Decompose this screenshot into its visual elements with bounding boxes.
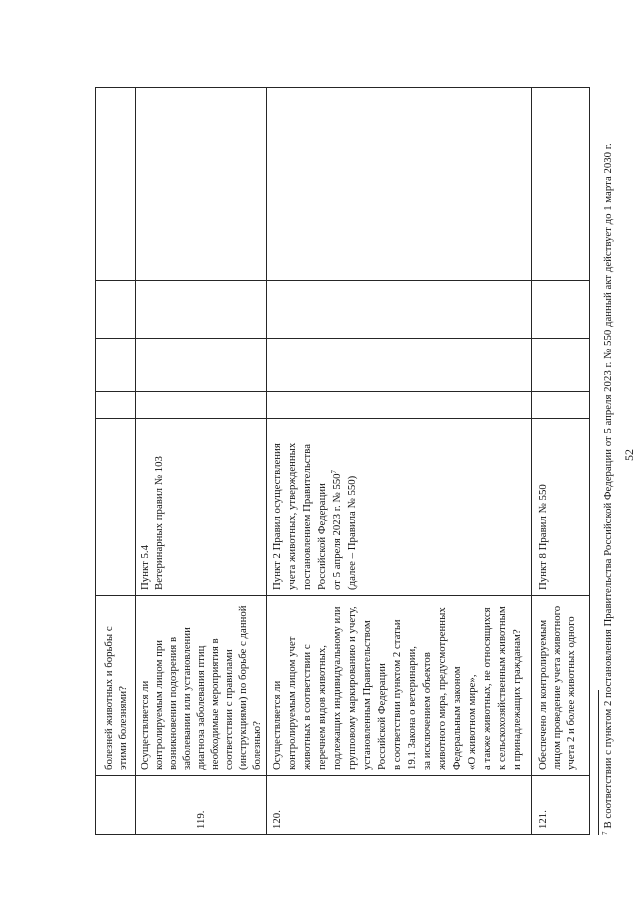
- cell-number: 120.: [271, 810, 283, 829]
- cell-number: [96, 776, 135, 834]
- table-row: [531, 88, 589, 834]
- cell-answer-yes: [267, 392, 531, 419]
- cell-answer-not-applicable: [532, 281, 589, 339]
- legal-basis-text: Пункт 2 Правил осуществления учета животных, утвержденных постановлением Правительства Российской Федерации от 5 апреля 2023 г. № 550: [271, 442, 343, 590]
- cell-answer-yes: [136, 392, 266, 419]
- cell-answer-yes: [532, 392, 589, 419]
- footnote-separator: [598, 690, 599, 835]
- footnote: [602, 143, 615, 835]
- cell-question: болезней животных и борьбы с этими болезнями?: [96, 596, 135, 776]
- footnote-reference: 7: [330, 469, 338, 474]
- cell-answer-no: [136, 339, 266, 392]
- cell-legal-basis: [267, 419, 531, 596]
- page-number: 52: [622, 449, 636, 461]
- cell-answer-no: [96, 339, 135, 392]
- cell-question: Обеспечено ли контролируемым лицом проведение учета животного учета 2 и более животных одного: [532, 596, 589, 776]
- cell-question: Осуществляется ли контролируемым лицом учет животных в соответствии с перечнем видов животных, подлежащих индивидуальному или групповому маркированию и учету, установленным Правительством Российской Федерации в соответствии пунктом 2 статьи 19.1 Закона о ветеринарии, за исключением объектов животного мира, предусмотренных Федеральным законом «О животном мире», а также животных, не относящихся к сельскохозяйственным животным и принадлежащих гражданам?: [267, 596, 531, 776]
- cell-answer-not-applicable: [96, 281, 135, 339]
- cell-answer-no: [267, 339, 531, 392]
- table-row: [96, 88, 135, 834]
- cell-note: [96, 88, 135, 281]
- footnote-text: В соответствии с пунктом 2 постановления Правительства Российской Федерации от 5 апреля 2023 г. № 550 данный акт действует до 1 марта 2030 г.: [602, 143, 614, 829]
- cell-note: [532, 88, 589, 281]
- footnote-marker: 7: [601, 831, 609, 835]
- cell-answer-not-applicable: [267, 281, 531, 339]
- table-row: [266, 88, 531, 834]
- cell-note: [267, 88, 531, 281]
- cell-legal-basis: Пункт 5.4 Ветеринарных правил № 103: [136, 419, 266, 596]
- table-row: [135, 88, 266, 834]
- cell-number: 119.: [195, 810, 207, 829]
- cell-answer-yes: [96, 392, 135, 419]
- cell-legal-basis: [96, 419, 135, 596]
- cell-number: 121.: [537, 810, 549, 829]
- cell-answer-no: [532, 339, 589, 392]
- legal-basis-text-continued: (далее – Правила № 550): [346, 475, 358, 590]
- cell-question: Осуществляется ли контролируемым лицом при возникновении подозрения в заболевании или установлении диагноза заболевания птиц необходимые мероприятия в соответствии с правилами (инструкциями) по борьбе с данной болезнью?: [136, 596, 266, 776]
- cell-answer-not-applicable: [136, 281, 266, 339]
- cell-note: [136, 88, 266, 281]
- cell-legal-basis: Пункт 8 Правил № 550: [532, 419, 589, 596]
- checklist-table: [95, 87, 590, 835]
